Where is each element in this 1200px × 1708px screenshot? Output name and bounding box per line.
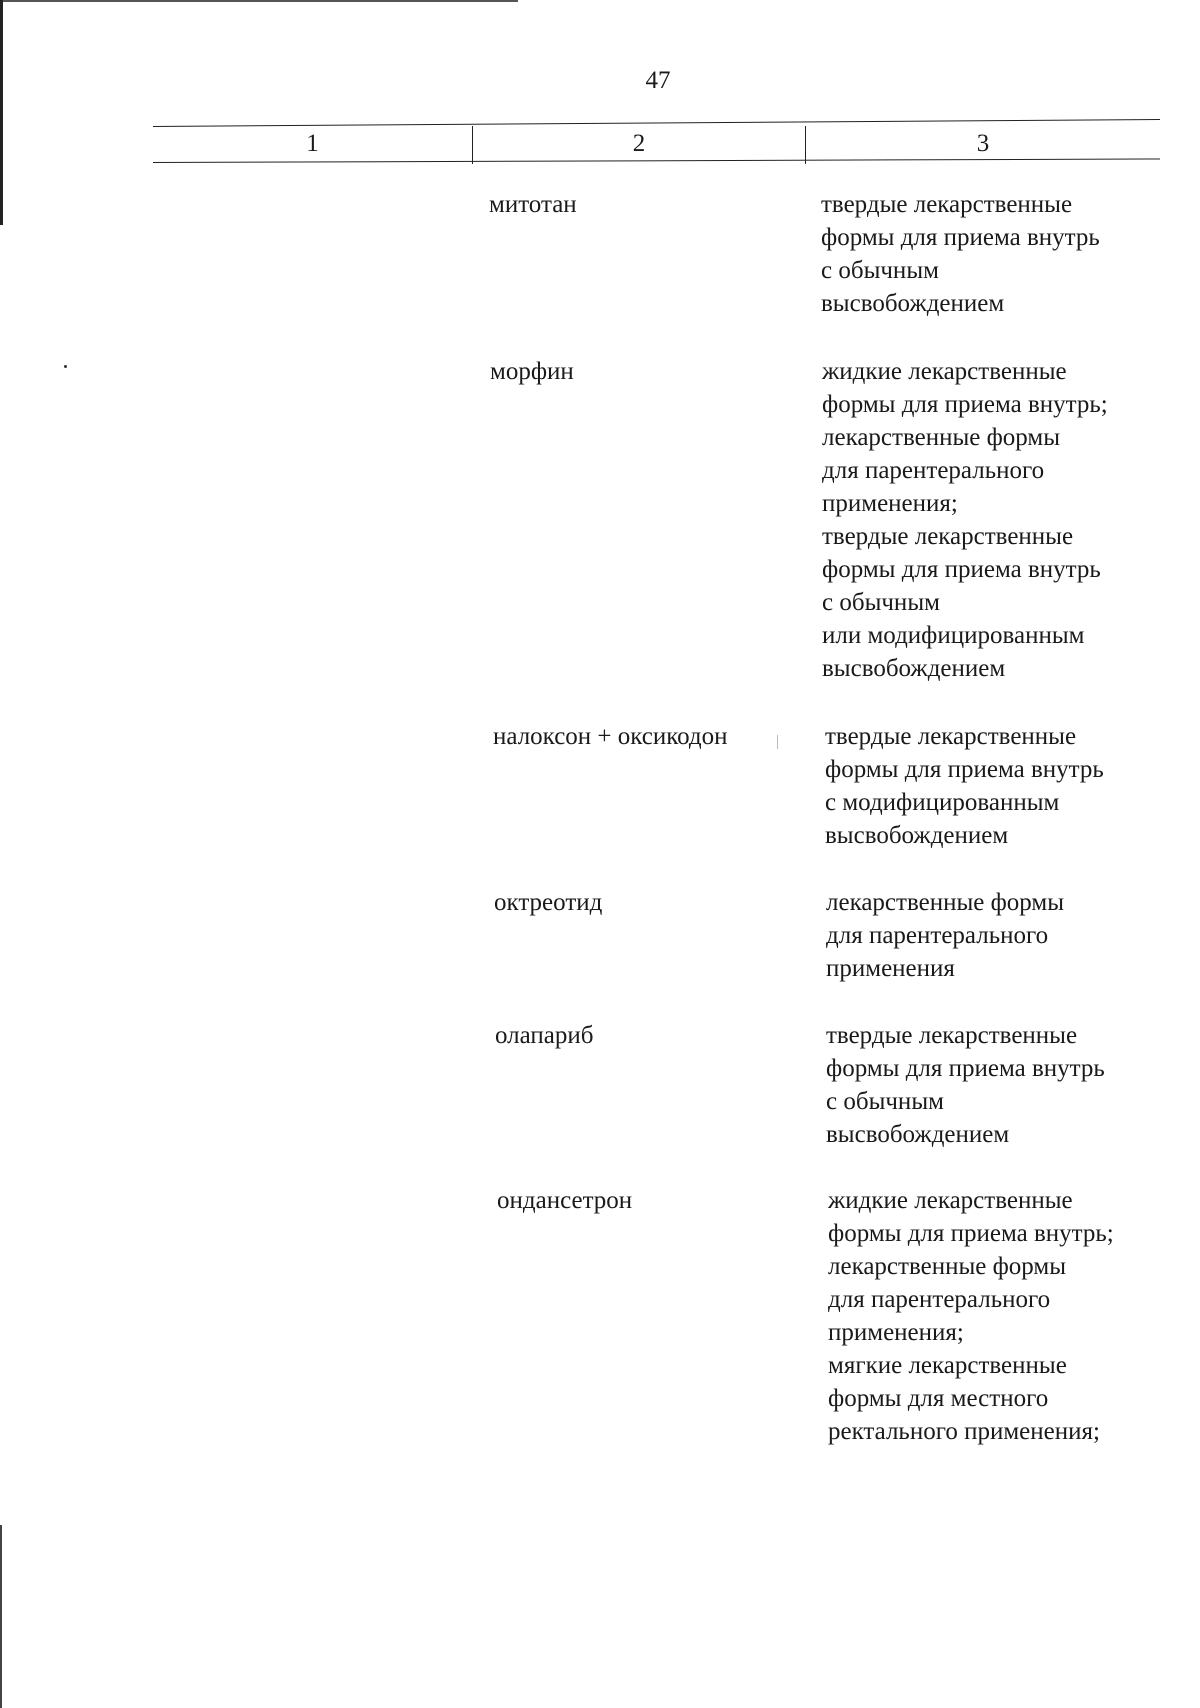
dosage-form-line: лекарственные формы xyxy=(822,424,1061,451)
dosage-form-line: твердые лекарственные xyxy=(822,523,1074,550)
dosage-form xyxy=(821,188,1100,320)
dosage-form-line: жидкие лекарственные xyxy=(828,1187,1073,1214)
drug-name: олапариб xyxy=(495,1022,594,1049)
dosage-form-line: жидкие лекарственные xyxy=(822,358,1067,385)
drug-name: ондансетрон xyxy=(497,1187,633,1214)
dosage-form-line: формы для приема внутрь xyxy=(822,556,1101,583)
dosage-form-line: формы для приема внутрь xyxy=(826,1055,1105,1082)
drug-name: октреотид xyxy=(494,889,603,916)
dosage-form xyxy=(826,886,1064,985)
dosage-form-line: высвобождением xyxy=(826,1121,1010,1148)
dosage-form xyxy=(828,1184,1114,1448)
page-number: 47 xyxy=(645,67,671,94)
dosage-form-line: с модифицированным xyxy=(825,789,1060,816)
dosage-form xyxy=(825,720,1104,852)
drug-name: морфин xyxy=(490,358,574,385)
dosage-form-line: твердые лекарственные xyxy=(825,723,1077,750)
dosage-form-line: твердые лекарственные xyxy=(821,191,1073,218)
drug-name: налоксон + оксикодон xyxy=(493,723,728,750)
header-cell-3: 3 xyxy=(976,130,990,157)
dosage-form-line: мягкие лекарственные xyxy=(828,1352,1067,1379)
dosage-form-line: для парентерального xyxy=(826,922,1049,949)
dosage-form-line: высвобождением xyxy=(821,290,1005,317)
dosage-form-line: формы для приема внутрь; xyxy=(828,1220,1114,1247)
dosage-form-line: для парентерального xyxy=(822,457,1045,484)
dosage-form-line: с обычным xyxy=(821,257,939,284)
dosage-form xyxy=(822,355,1108,685)
header-cell-1: 1 xyxy=(306,130,319,157)
dosage-form-line: с обычным xyxy=(826,1088,944,1115)
header-cell-2: 2 xyxy=(632,130,646,157)
dosage-form-line: лекарственные формы xyxy=(826,889,1065,916)
dosage-form xyxy=(826,1019,1105,1151)
dosage-form-line: применения; xyxy=(828,1319,964,1346)
dosage-form-line: высвобождением xyxy=(822,655,1006,682)
dosage-form-line: для парентерального xyxy=(828,1286,1051,1313)
dosage-form-line: с обычным xyxy=(822,589,940,616)
dosage-form-line: формы для приема внутрь xyxy=(825,756,1104,783)
dosage-form-line: высвобождением xyxy=(825,822,1009,849)
dosage-form-line: формы для приема внутрь; xyxy=(822,391,1108,418)
drug-name: митотан xyxy=(489,191,577,218)
dosage-form-line: формы для приема внутрь xyxy=(821,224,1100,251)
dosage-form-line: ректального применения; xyxy=(828,1418,1100,1445)
dosage-form-line: применения; xyxy=(822,490,958,517)
dosage-form-line: лекарственные формы xyxy=(828,1253,1067,1280)
dosage-form-line: формы для местного xyxy=(828,1385,1049,1412)
dosage-form-line: или модифицированным xyxy=(822,622,1085,649)
dosage-form-line: твердые лекарственные xyxy=(826,1022,1078,1049)
dosage-form-line: применения xyxy=(826,955,955,982)
